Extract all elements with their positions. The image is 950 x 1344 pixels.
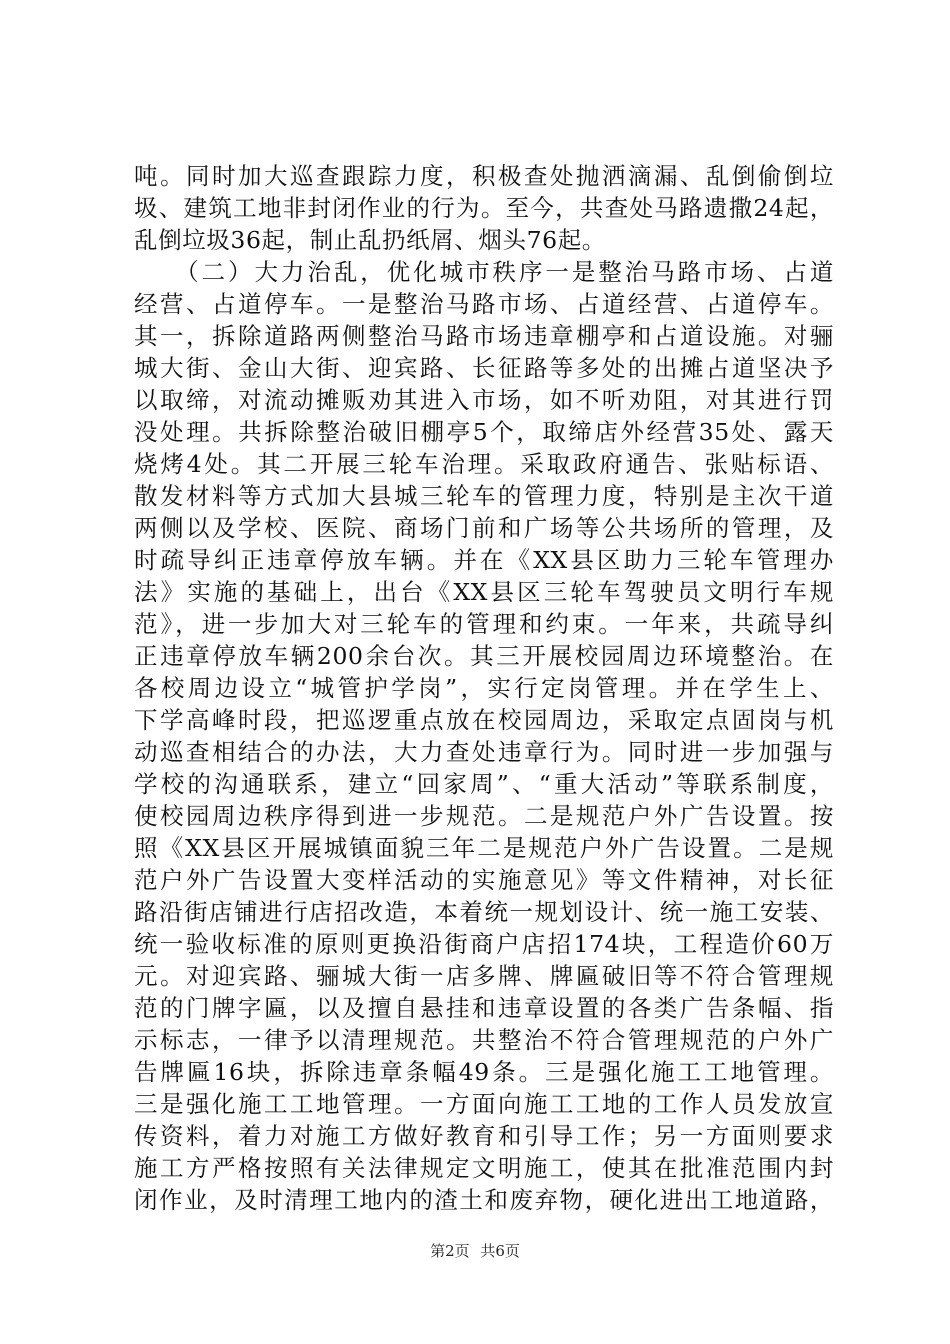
text-line: （二）大力治乱，优化城市秩序一是整治马路市场、占道 bbox=[134, 258, 834, 286]
text-line: 范户外广告设置大变样活动的实施意见》等文件精神，对长征 bbox=[134, 866, 834, 894]
text-line: 使校园周边秩序得到进一步规范。二是规范户外广告设置。按 bbox=[134, 802, 834, 830]
text-line: 元。对迎宾路、骊城大街一店多牌、牌匾破旧等不符合管理规 bbox=[134, 962, 834, 990]
text-line: 三是强化施工工地管理。一方面向施工工地的工作人员发放宣 bbox=[134, 1090, 834, 1118]
text-line: 两侧以及学校、医院、商场门前和广场等公共场所的管理，及 bbox=[134, 514, 834, 542]
page-number: 第2页 bbox=[430, 1242, 470, 1260]
text-line: 范的门牌字匾，以及擅自悬挂和违章设置的各类广告条幅、指 bbox=[134, 994, 834, 1022]
text-line: 示标志，一律予以清理规范。共整治不符合管理规范的户外广 bbox=[134, 1026, 834, 1054]
text-line: 时疏导纠正违章停放车辆。并在《XX县区助力三轮车管理办 bbox=[134, 546, 834, 574]
text-line: 吨。同时加大巡查跟踪力度，积极查处抛洒滴漏、乱倒偷倒垃 bbox=[134, 162, 834, 190]
text-line: 告牌匾16块，拆除违章条幅49条。三是强化施工工地管理。 bbox=[134, 1058, 834, 1086]
text-line: 烧烤4处。其二开展三轮车治理。采取政府通告、张贴标语、 bbox=[134, 450, 834, 478]
text-line: 散发材料等方式加大县城三轮车的管理力度，特别是主次干道 bbox=[134, 482, 834, 510]
text-line: 路沿街店铺进行店招改造，本着统一规划设计、统一施工安装、 bbox=[134, 898, 834, 926]
text-line: 照《XX县区开展城镇面貌三年二是规范户外广告设置。二是规 bbox=[134, 834, 834, 862]
page-footer bbox=[0, 1241, 950, 1261]
text-line: 乱倒垃圾36起，制止乱扔纸屑、烟头76起。 bbox=[134, 226, 606, 254]
text-line: 下学高峰时段，把巡逻重点放在校园周边，采取定点固岗与机 bbox=[134, 706, 834, 734]
text-line: 传资料，着力对施工方做好教育和引导工作；另一方面则要求 bbox=[134, 1122, 834, 1150]
page-total: 共6页 bbox=[480, 1242, 520, 1260]
text-line: 动巡查相结合的办法，大力查处违章行为。同时进一步加强与 bbox=[134, 738, 834, 766]
text-line: 学校的沟通联系，建立“回家周”、“重大活动”等联系制度， bbox=[134, 770, 834, 798]
text-line: 圾、建筑工地非封闭作业的行为。至今，共查处马路遗撒24起， bbox=[134, 194, 834, 222]
text-line: 统一验收标准的原则更换沿街商户店招174块，工程造价60万 bbox=[134, 930, 834, 958]
text-line: 其一，拆除道路两侧整治马路市场违章棚亭和占道设施。对骊 bbox=[134, 322, 834, 350]
text-line: 闭作业，及时清理工地内的渣土和废弃物，硬化进出工地道路， bbox=[134, 1186, 834, 1214]
text-line: 正违章停放车辆200余台次。其三开展校园周边环境整治。在 bbox=[134, 642, 834, 670]
text-line: 以取缔，对流动摊贩劝其进入市场，如不听劝阻，对其进行罚 bbox=[134, 386, 834, 414]
text-line: 施工方严格按照有关法律规定文明施工，使其在批准范围内封 bbox=[134, 1154, 834, 1182]
text-line: 经营、占道停车。一是整治马路市场、占道经营、占道停车。 bbox=[134, 290, 834, 318]
text-line: 没处理。共拆除整治破旧棚亭5个，取缔店外经营35处、露天 bbox=[134, 418, 834, 446]
document-body bbox=[134, 160, 834, 1216]
text-line: 范》，进一步加大对三轮车的管理和约束。一年来，共疏导纠 bbox=[134, 610, 834, 638]
text-line: 各校周边设立“城管护学岗”，实行定岗管理。并在学生上、 bbox=[134, 674, 834, 702]
text-line: 城大街、金山大街、迎宾路、长征路等多处的出摊占道坚决予 bbox=[134, 354, 834, 382]
text-line: 法》实施的基础上，出台《XX县区三轮车驾驶员文明行车规 bbox=[134, 578, 834, 606]
